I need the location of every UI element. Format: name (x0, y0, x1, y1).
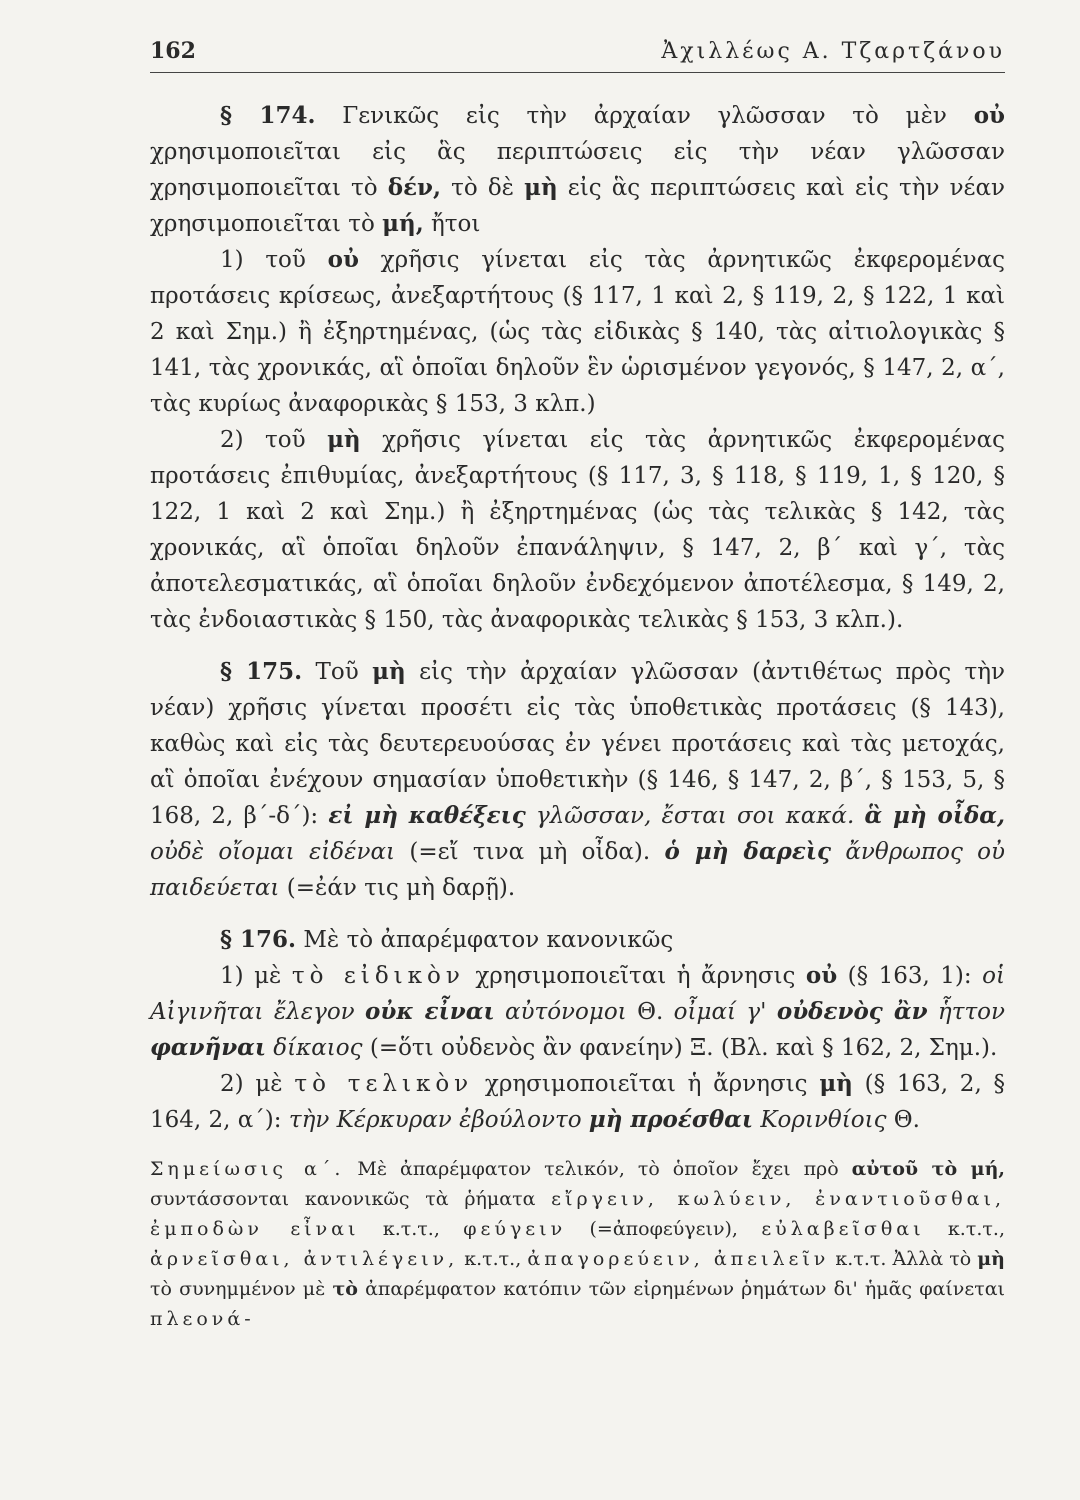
section-174-number: § 174. (220, 102, 316, 129)
section-174-intro: § 174. Γενικῶς εἰς τὴν ἀρχαίαν γλῶσσαν τὸ μὲν οὐ χρησιμοποιεῖται εἰς ἃς περιπτώσεις εἰς τὴν νέαν γλῶσσαν χρησιμοποιεῖται τὸ δέν, τὸ δὲ μὴ εἰς ἃς περιπτώσεις καὶ εἰς τὴν νέαν χρησιμοποιεῖται τὸ μή, ἤτοι (150, 102, 1005, 237)
section-176-point-1: 1) μὲ τὸ εἰδικὸν χρησιμοποιεῖται ἡ ἄρνησις οὐ (§ 163, 1): οἱ Αἰγινῆται ἔλεγον οὐκ εἶναι αὐτόνομοι Θ. οἶμαί γ' οὐδενὸς ἂν ἧττον φανῆναι δίκαιος (=ὅτι οὐδενὸς ἂν φανείην) Ξ. (Βλ. καὶ § 162, 2, Σημ.). (150, 962, 1005, 1061)
section-174-point-1: 1) τοῦ οὐ χρῆσις γίνεται εἰς τὰς ἀρνητικῶς ἐκφερομένας προτάσεις κρίσεως, ἀνεξαρτήτους (§ 117, 1 καὶ 2, § 119, 2, § 122, 1 καὶ 2 καὶ Σημ.) ἢ ἐξηρτημένας, (ὡς τὰς εἰδικὰς § 140, τὰς αἰτιολογικὰς § 141, τὰς χρονικάς, αἳ ὁποῖαι δηλοῦν ἓν ὡρισμένον γεγονός, § 147, 2, α΄, τὰς κυρίως ἀναφορικὰς § 153, 3 κλπ.) (150, 246, 1005, 417)
section-176-intro: § 176. Μὲ τὸ ἀπαρέμφατον κανονικῶς (220, 926, 674, 953)
section-175-number: § 175. (220, 658, 303, 685)
page-body (150, 98, 1005, 1334)
section-176-number: § 176. (220, 926, 297, 953)
section-176-point-2: 2) μὲ τὸ τελικὸν χρησιμοποιεῖται ἡ ἄρνησις μὴ (§ 163, 2, § 164, 2, α΄): τὴν Κέρκυραν ἐβούλοντο μὴ προέσθαι Κορινθίοις Θ. (150, 1070, 1005, 1133)
page-number: 162 (150, 38, 196, 64)
section-174-point-2: 2) τοῦ μὴ χρῆσις γίνεται εἰς τὰς ἀρνητικῶς ἐκφερομένας προτάσεις ἐπιθυμίας, ἀνεξαρτήτους (§ 117, 3, § 118, § 119, 1, § 120, § 122, 1 καὶ 2 καὶ Σημ.) ἢ ἐξηρτημένας (ὡς τὰς τελικὰς § 142, τὰς χρονικάς, αἳ ὁποῖαι δηλοῦν ἐπανάληψιν, § 147, 2, β΄ καὶ γ΄, τὰς ἀποτελεσματικάς, αἳ ὁποῖαι δηλοῦν ἐνδεχόμενον ἀποτέλεσμα, § 149, 2, τὰς ἐνδοιαστικὰς § 150, τὰς ἀναφορικὰς τελικὰς § 153, 3 κλπ.). (150, 426, 1005, 633)
running-head: Ἀχιλλέως Α. Τζαρτζάνου (661, 39, 1005, 64)
section-175: § 175. Τοῦ μὴ εἰς τὴν ἀρχαίαν γλῶσσαν (ἀντιθέτως πρὸς τὴν νέαν) χρῆσις γίνεται προσέτι εἰς τὰς ὑποθετικὰς προτάσεις (§ 143), καθὼς καὶ εἰς τὰς δευτερευούσας ἐν γένει προτάσεις καὶ τὰς μετοχάς, αἳ ὁποῖαι ἐνέχουν σημασίαν ὑποθετικὴν (§ 146, § 147, 2, β΄, § 153, 5, § 168, 2, β΄-δ΄): εἰ μὴ καθέξεις γλῶσσαν, ἔσται σοι κακά. ἃ μὴ οἶδα, οὐδὲ οἴομαι εἰδέναι (=εἴ τινα μὴ οἶδα). ὁ μὴ δαρεὶς ἄνθρωπος οὐ παιδεύεται (=ἐάν τις μὴ δαρῇ). (150, 658, 1006, 901)
footnote-remark-a: Σημείωσις α΄. Μὲ ἀπαρέμφατον τελικόν, τὸ ὁποῖον ἔχει πρὸ αὐτοῦ τὸ μή, συντάσσονται κανονικῶς τὰ ῥήματα εἴργειν, κωλύειν, ἐναντιοῦσθαι, ἐμποδὼν εἶναι κ.τ.τ., φεύγειν (=ἀποφεύγειν), εὐλαβεῖσθαι κ.τ.τ., ἀρνεῖσθαι, ἀντιλέγειν, κ.τ.τ., ἀπαγορεύειν, ἀπειλεῖν κ.τ.τ. Ἀλλὰ τὸ μὴ τὸ συνημμένον μὲ τὸ ἀπαρέμφατον κατόπιν τῶν εἰρημένων ῥημάτων δι' ἡμᾶς φαίνεται πλεονά- (150, 1158, 1006, 1330)
page-header (150, 38, 1005, 64)
note-label: Σημείωσις α΄. (150, 1158, 345, 1180)
header-rule (150, 72, 1005, 73)
